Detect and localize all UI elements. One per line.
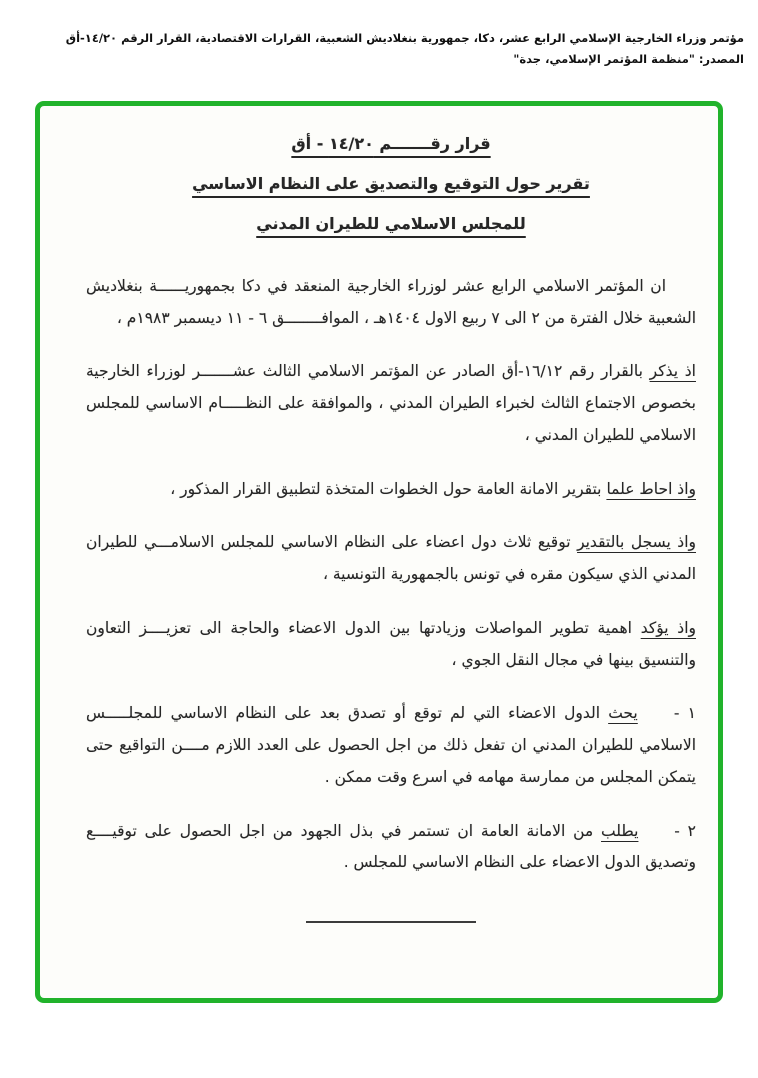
paragraph-text: ان المؤتمر الاسلامي الرابع عشر لوزراء الخارجية المنعقد في دكا بجمهوريــــــة بنغلاديش الشعبية خلال الفترة من ٢ الى ٧ ربيع الاول ١٤٠٤هـ ، الموافــــــــق ٦ - ١١ ديسمبر ١٩٨٣م ، <box>86 276 696 327</box>
preamble-paragraph <box>86 356 696 451</box>
paragraph-text: الدول الاعضاء التي لم توقع أو تصدق بعد على النظام الاساسي للمجلـــــس الاسلامي للطيران المدني ان تفعل ذلك من اجل الحصول على العدد اللازم مــــن التواقيع حتى يتمكن المجلس من ممارسة مهامه في اسرع وقت ممكن . <box>86 704 696 786</box>
item-number: ٢ - <box>674 821 696 840</box>
paragraph-lead: واذ يسجل بالتقدير <box>577 533 696 552</box>
resolution-subject-line-2 <box>86 208 696 241</box>
paragraph-text: من الامانة العامة ان تستمر في بذل الجهود من اجل الحصول على توقيــــع وتصديق الدول الاعضاء على النظام الاساسي للمجلس . <box>86 821 696 872</box>
resolution-number <box>86 128 696 161</box>
resolution-title-block <box>86 128 696 240</box>
preamble-paragraph <box>86 613 696 677</box>
item-number: ١ - <box>673 704 696 723</box>
resolution-subject-text-1: تقرير حول التوقيع والتصديق على النظام الاساسي <box>192 174 590 194</box>
citation-header <box>0 0 758 69</box>
resolution-subject-text-2: للمجلس الاسلامي للطيران المدني <box>256 213 526 233</box>
resolution-document <box>40 106 718 923</box>
paragraph-lead: يحث <box>608 704 638 723</box>
resolution-subject-line-1 <box>86 168 696 201</box>
preamble-paragraph <box>86 271 696 335</box>
paragraph-text: بتقرير الامانة العامة حول الخطوات المتخذة لتطبيق القرار المذكور ، <box>170 479 602 498</box>
end-divider <box>306 921 476 923</box>
scanned-page-frame <box>35 101 723 1003</box>
operative-paragraph <box>86 816 696 880</box>
preamble-paragraph <box>86 527 696 591</box>
citation-line-2: المصدر: "منظمة المؤتمر الإسلامي، جدة" <box>513 51 744 66</box>
preamble-paragraph <box>86 474 696 506</box>
paragraph-lead: يطلب <box>601 821 639 840</box>
paragraph-lead: واذ احاط علما <box>606 479 696 498</box>
paragraph-lead: واذ يؤكد <box>640 618 696 637</box>
paragraph-text: توقيع ثلاث دول اعضاء على النظام الاساسي للمجلس الاسلامـــي للطيران المدني الذي سيكون مقره في تونس بالجمهورية التونسية ، <box>86 533 696 584</box>
paragraph-text: اهمية تطوير المواصلات وزيادتها بين الدول الاعضاء والحاجة الى تعزيــــز التعاون والتنسيق بينها في مجال النقل الجوي ، <box>86 618 696 669</box>
paragraph-lead: اذ يذكر <box>649 362 696 381</box>
operative-paragraph <box>86 698 696 793</box>
citation-line-1: مؤتمر وزراء الخارجية الإسلامي الرابع عشر، دكا، جمهورية بنغلاديش الشعبية، القرارات الاقتصادية، القرار الرقم ١٤/٢٠-أق <box>65 31 744 45</box>
resolution-number-text: قرار رقـــــــم ١٤/٢٠ - أق <box>291 134 491 154</box>
paragraph-text: بالقرار رقم ١٦/١٢-أق الصادر عن المؤتمر الاسلامي الثالث عشـــــــر لوزراء الخارجية بخصوص الاجتماع الثالث لخبراء الطيران المدني ، والموافقة على النظـــــام الاساسي للمجلس الاسلامي للطيران المدني ، <box>86 362 696 444</box>
